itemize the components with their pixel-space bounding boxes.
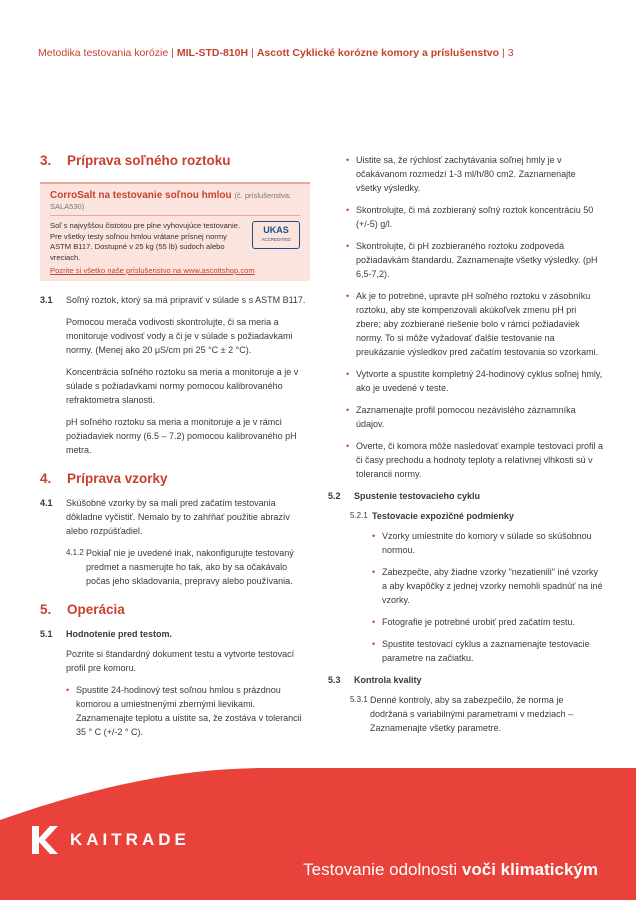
section-3-heading: 3. Príprava soľného roztoku <box>40 153 231 168</box>
ukas-badge-icon: UKAS ACCREDITED <box>252 221 300 249</box>
list-item: • Skontrolujte, či pH zozbieraného roztoku zodpovedá požiadavkám štandardu. Zaznamenajte všetky výsledky. (pH 6,5-7,2). <box>346 239 603 281</box>
header-product: Ascott Cyklické korózne komory a príslušenstvo <box>256 47 499 59</box>
box-title: CorroSalt na testovanie soľnou hmlou (č. príslušenstva: SALA530) <box>50 190 300 216</box>
list-item: • Vzorky umiestnite do komory v súlade so skúšobnou normou. <box>372 529 603 557</box>
right-column <box>328 153 603 743</box>
header-doc-title: Metodika testovania korózie <box>38 47 169 59</box>
heading-5-3: 5.3 Kontrola kvality <box>328 675 422 685</box>
kaitrade-logo-icon <box>30 824 60 856</box>
list-item: • Zabezpečte, aby žiadne vzorky "nezatienili" iné vzorky a aby kvapôčky z jednej vzorky nemohli spadnúť na iné vzorky. <box>372 565 603 607</box>
logo-wordmark: KAITRADE <box>70 830 190 849</box>
para-5-3-1: 5.3.1 Denné kontroly, aby sa zabezpečilo, že norma je dodržaná s variabilnými parametrami v medziach – Zaznamenajte všetky parametre. <box>350 695 574 733</box>
section-5-heading: 5. Operácia <box>40 602 125 617</box>
para-3-1: 3.1 Soľný roztok, ktorý sa má pripraviť v súlade s s ASTM B117. <box>40 295 306 305</box>
page-number: 3 <box>507 47 514 59</box>
box-text: Soľ s najvyššou čistotou pre plne vyhovujúce testovanie. Pre všetky testy soľnou hmlou vrátane prísnej normy ASTM B117. Dostupné v 25 kg (55 lb) sudoch alebo vreciach. <box>50 221 241 262</box>
para-3-1c: pH soľného roztoku sa meria a monitoruje a je v rámci požiadaviek normy (6.5 – 7.2) pomocou kalibrovaného pH metra. <box>66 417 297 455</box>
bullet-list-5-2-1 <box>328 529 603 665</box>
left-column <box>40 153 310 747</box>
para-3-1a: Pomocou merača vodivosti skontrolujte, či sa meria a monitoruje vodivosť vody a či je v súlade s požiadavkami normy. (Menej ako 20 μS/cm pri 25 °C ± 2 °C). <box>66 317 293 355</box>
list-item: • Skontrolujte, či má zozbieraný soľný roztok koncentráciu 50 (+/-5) g/l. <box>346 203 603 231</box>
list-item: • Zaznamenajte profil pomocou nezávislého záznamníka údajov. <box>346 403 603 431</box>
bullet-5-1: • Spustite 24-hodinový test soľnou hmlou s prázdnou komorou a umiestnenými zbernými lievikami. Zaznamenajte teplotu a uistite sa, že zostáva v tolerancii 35 ° C (+/-2 ° C). <box>66 683 310 739</box>
heading-5-1: 5.1 Hodnotenie pred testom. <box>40 629 173 639</box>
corrosalt-box <box>40 182 310 281</box>
heading-5-2-1: 5.2.1 Testovacie expozičné podmienky <box>350 511 514 521</box>
para-5-1: Pozrite si štandardný dokument testu a vytvorte testovací profil pre komoru. <box>66 649 295 673</box>
shop-link[interactable]: Pozrite si všetko naše príslušenstvo na www.ascottshop.com <box>50 266 255 275</box>
bullet-list <box>328 153 603 481</box>
list-item: • Spustite testovací cyklus a zaznamenajte testovacie parametre na začiatku. <box>372 637 603 665</box>
kaitrade-logo <box>30 824 190 856</box>
list-item: • Fotografie je potrebné urobiť pred začatím testu. <box>372 615 603 629</box>
footer-tagline: Testovanie odolnosti voči klimatickým <box>303 860 598 879</box>
header-standard: MIL-STD-810H <box>176 47 249 59</box>
heading-5-2: 5.2 Spustenie testovacieho cyklu <box>328 491 481 501</box>
list-item: • Overte, či komora môže nasledovať example testovací profil a či časy prechodu a hodnoty teploty a relatívnej vlhkosti sú v tolerancii normy. <box>346 439 603 481</box>
para-4-1-2: 4.1.2 Pokiaľ nie je uvedené inak, nakonfigurujte testovaný predmet a nasmerujte ho tak, ako by sa očakávalo počas jeho skladovania, prepravy alebo používania. <box>66 548 294 586</box>
para-4-1: 4.1 Skúšobné vzorky by sa mali pred začatím testovania dôkladne vyčistiť. Nemalo by to zahŕňať použitie abrazív alebo rozpúšťadiel. <box>40 498 290 536</box>
list-item: • Vytvorte a spustite kompletný 24-hodinový cyklus soľnej hmly, ako je uvedené v teste. <box>346 367 603 395</box>
page-header: Metodika testovania korózie | MIL-STD-810H | Ascott Cyklické korózne komory a príslušenstvo | 3 <box>38 47 514 59</box>
section-4-heading: 4. Príprava vzorky <box>40 471 168 486</box>
para-3-1b: Koncentrácia soľného roztoku sa meria a monitoruje a je v súlade s požiadavkami normy pomocou kalibrovaného refraktometra slanosti. <box>66 367 299 405</box>
list-item: • Uistite sa, že rýchlosť zachytávania soľnej hmly je v očakávanom rozmedzí 1-3 ml/h/80 cm2. Zaznamenajte všetky výsledky. <box>346 153 603 195</box>
list-item: • Ak je to potrebné, upravte pH soľného roztoku v zásobníku roztoku, aby ste kompenzovali akúkoľvek zmenu pH pri zbere; aby zozbierané riešenie bolo v rámci požiadaviek normy. To si môže vyžadovať ďalšie testovanie na preukázanie výsledkov pred začatím testovania so vzorkami. <box>346 289 603 359</box>
